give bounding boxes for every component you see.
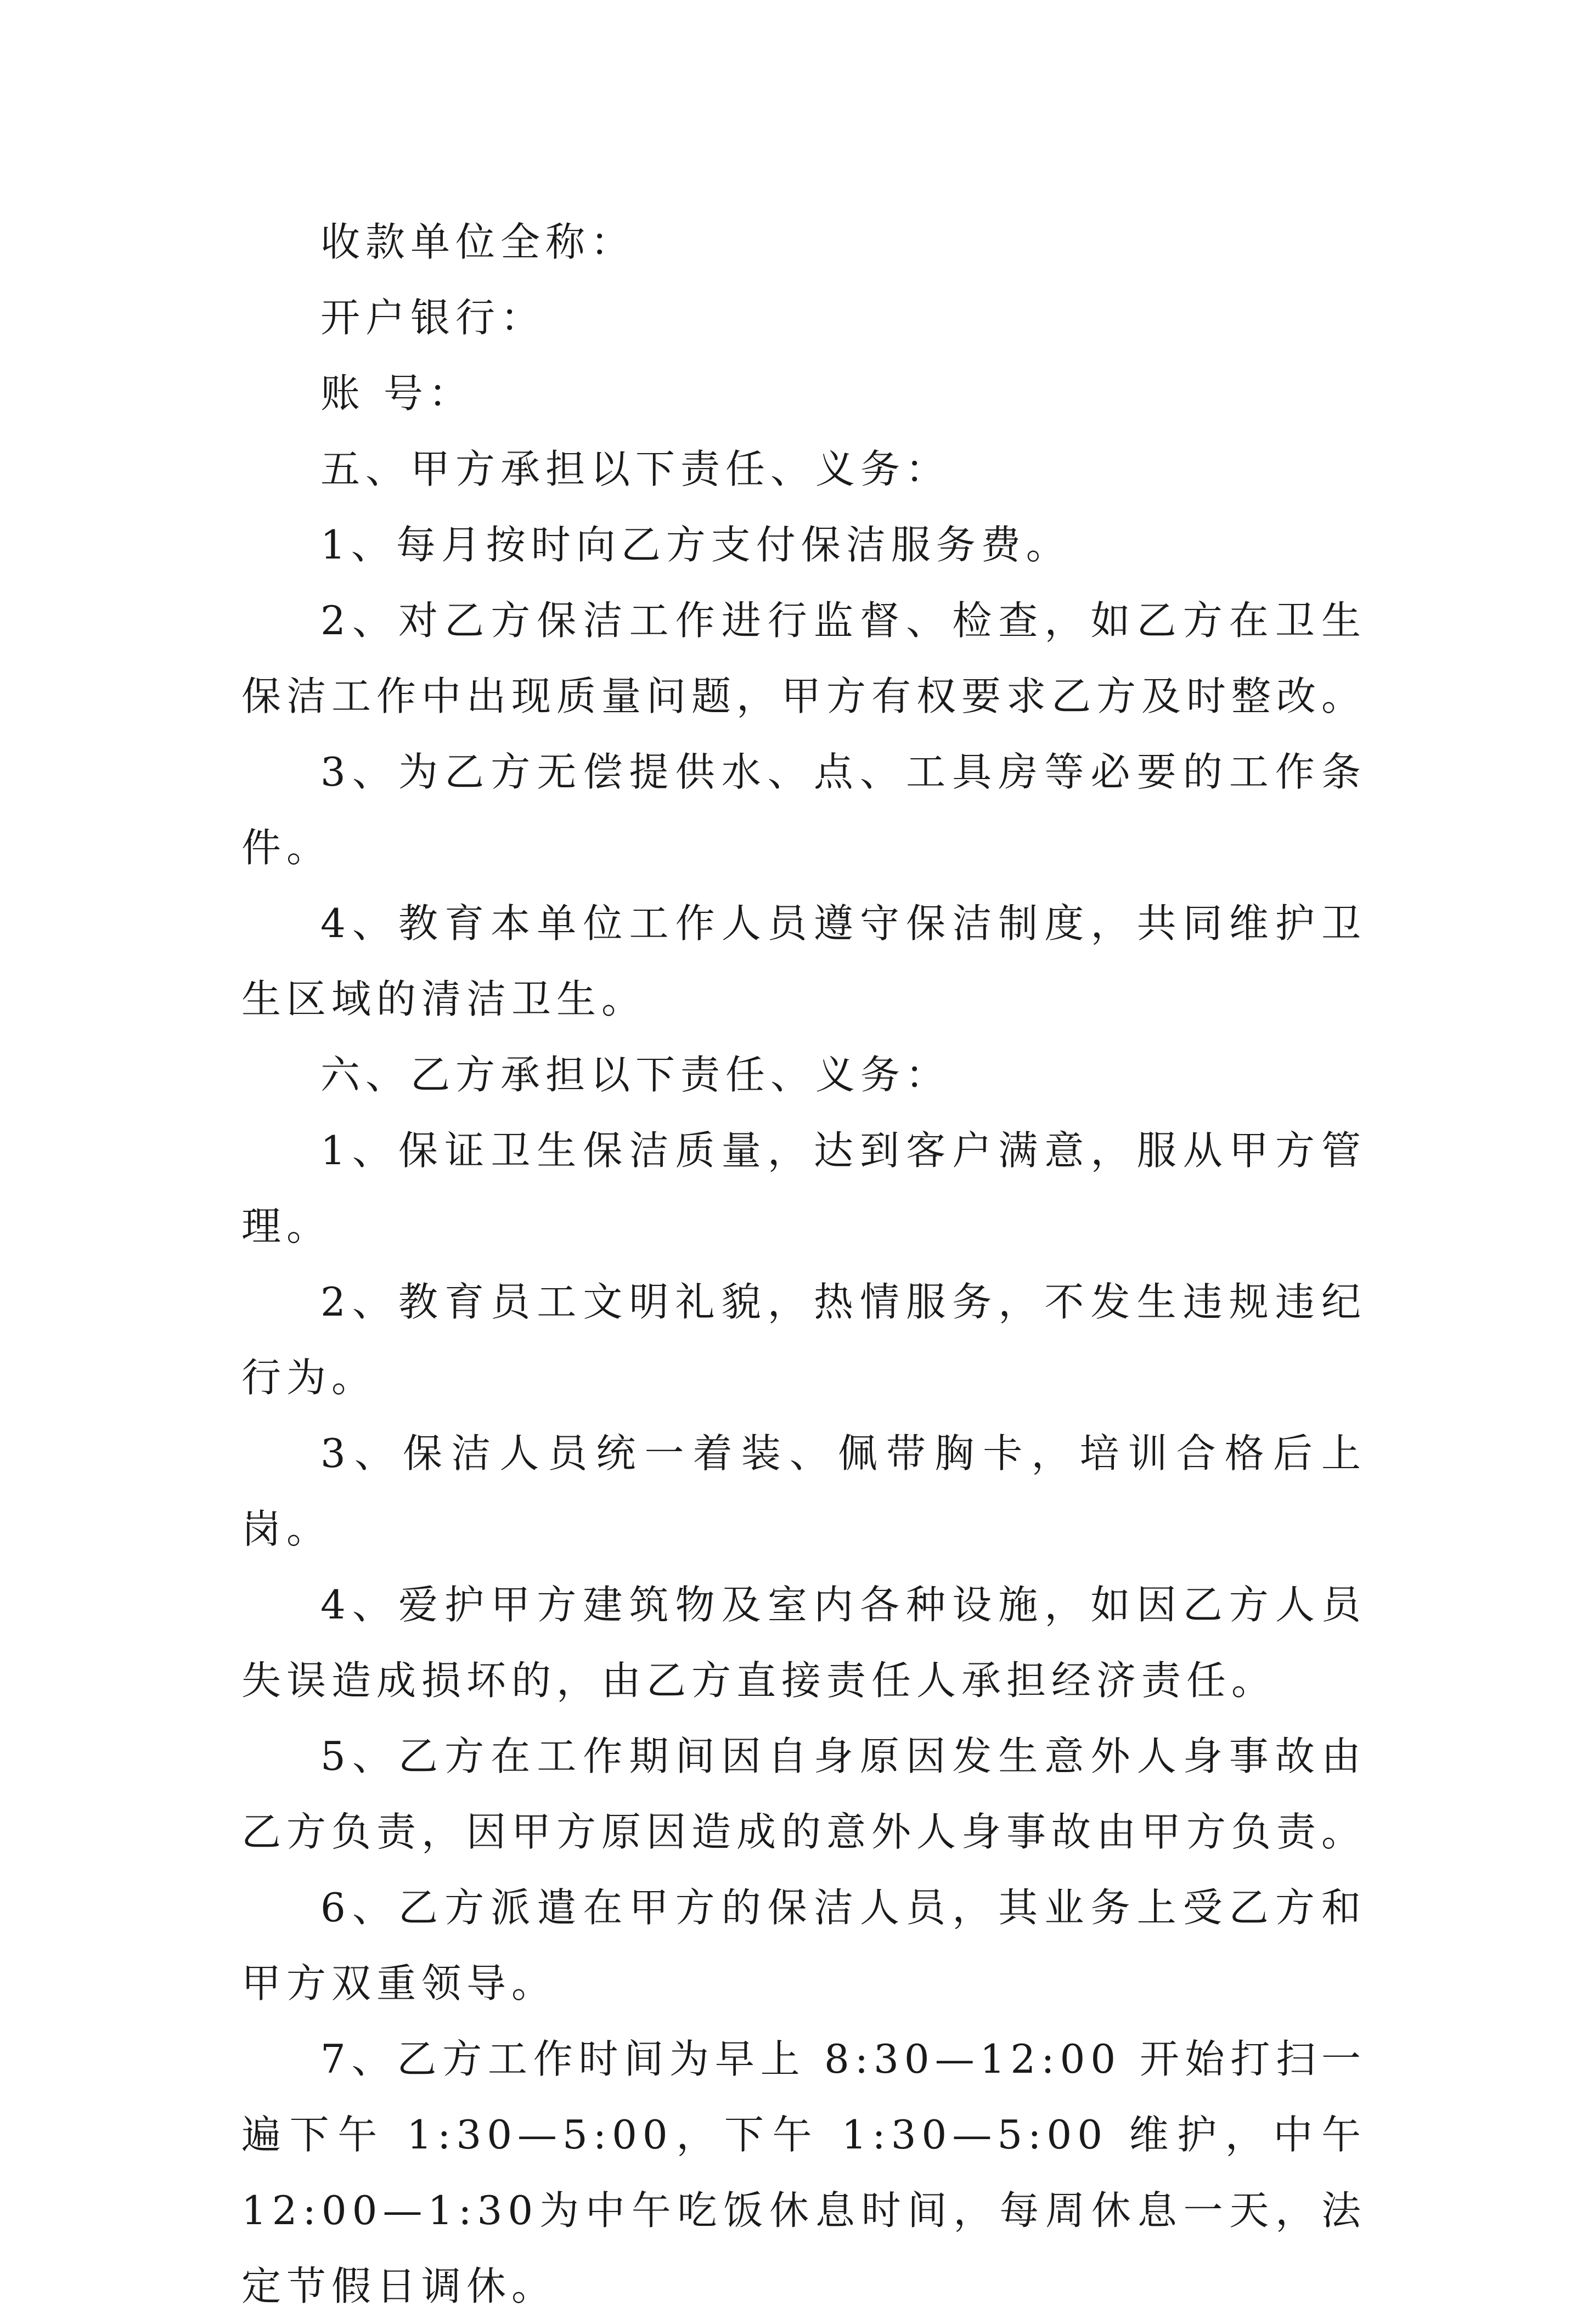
account-number-line: 账 号： <box>320 370 474 416</box>
party-b-clause-2: 2、教育员工文明礼貌，热情服务，不发生违规违纪行为。 <box>241 1279 1366 1401</box>
party-b-clause-6: 6、乙方派遣在甲方的保洁人员，其业务上受乙方和甲方双重领导。 <box>241 1885 1366 2006</box>
party-a-clause-3: 3、为乙方无偿提供水、点、工具房等必要的工作条件。 <box>241 749 1366 871</box>
bank-line: 开户银行： <box>320 295 546 341</box>
party-b-clause-7: 7、乙方工作时间为早上 8:30—12:00 开始打扫一遍下午 1:30—5:00，下午 1:30—5:00 维护，中午 12:00—1:30为中午吃饭休息时间，每周休息一天，法定节假日调休。 <box>241 2036 1366 2309</box>
party-b-clause-5: 5、乙方在工作期间因自身原因发生意外人身事故由乙方负责，因甲方原因造成的意外人身事故由甲方负责。 <box>241 1733 1367 1855</box>
payee-name-line: 收款单位全称： <box>320 219 636 265</box>
section-heading-party-b: 六、乙方承担以下责任、义务： <box>320 1052 951 1098</box>
party-a-clause-4: 4、教育本单位工作人员遵守保洁制度，共同维护卫生区域的清洁卫生。 <box>241 900 1366 1022</box>
document-body <box>241 204 1366 2324</box>
party-b-clause-4: 4、爱护甲方建筑物及室内各种设施，如因乙方人员失误造成损坏的，由乙方直接责任人承担经济责任。 <box>241 1582 1366 1703</box>
party-b-clause-1: 1、保证卫生保洁质量，达到客户满意，服从甲方管理。 <box>241 1127 1366 1249</box>
party-b-clause-3: 3、保洁人员统一着装、佩带胸卡，培训合格后上岗。 <box>241 1430 1366 1552</box>
party-a-clause-2: 2、对乙方保洁工作进行监督、检查，如乙方在卫生保洁工作中出现质量问题，甲方有权要求乙方及时整改。 <box>241 597 1367 719</box>
party-a-clause-1: 1、每月按时向乙方支付保洁服务费。 <box>320 522 1071 568</box>
section-heading-party-a: 五、甲方承担以下责任、义务： <box>320 446 951 492</box>
